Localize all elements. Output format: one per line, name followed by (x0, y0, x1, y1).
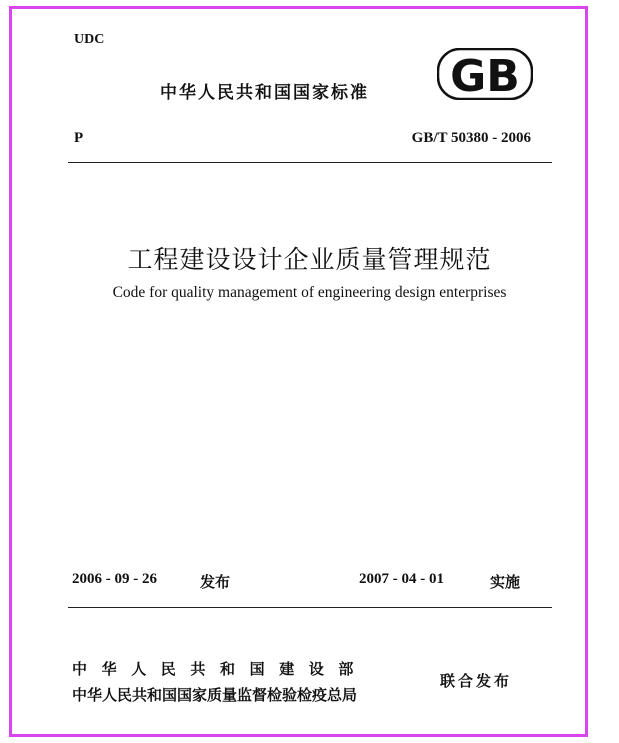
implementation-label: 实施 (490, 573, 521, 591)
document-title-chinese: 工程建设设计企业质量管理规范 (127, 245, 492, 274)
joint-issue-label: 联合发布 (440, 672, 513, 690)
issuer-ministry: 中华人民共和国建设部 (72, 660, 369, 678)
udc-label: UDC (74, 32, 105, 47)
gb-logo (437, 48, 533, 100)
implementation-date: 2007 - 04 - 01 (359, 571, 444, 587)
issue-date: 2006 - 09 - 26 (72, 571, 157, 587)
issue-label: 发布 (200, 573, 231, 591)
category-code: P (74, 130, 84, 146)
footer-divider (68, 607, 552, 608)
document-title-english: Code for quality management of engineering design enterprises (112, 284, 507, 301)
header-divider (68, 162, 552, 163)
page-border (9, 6, 588, 737)
issuer-aqsiq: 中华人民共和国国家质量监督检验检疫总局 (72, 686, 358, 704)
national-standard-heading: 中华人民共和国国家标准 (160, 83, 369, 103)
gb-logo-text: GB (450, 51, 520, 100)
standard-number: GB/T 50380 - 2006 (411, 130, 531, 146)
